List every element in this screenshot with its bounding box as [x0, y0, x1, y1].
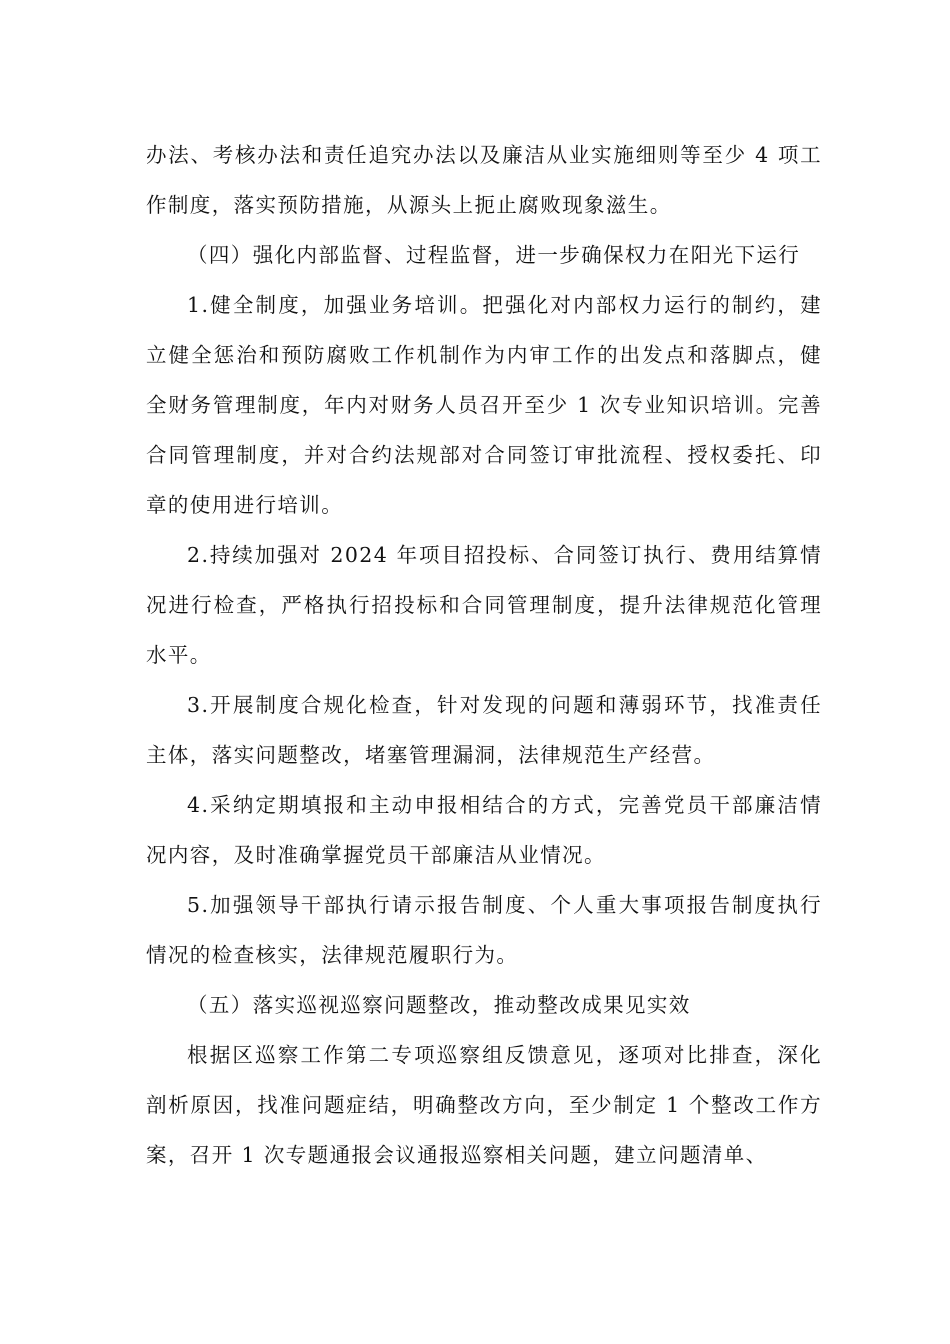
paragraph-inspection-rectification: 根据区巡察工作第二专项巡察组反馈意见，逐项对比排查，深化剖析原因，找准问题症结，明确整改方向，至少制定 1 个整改工作方案，召开 1 次专题通报会议通报巡察相关问题，建立问题清单、 [146, 1043, 822, 1167]
section-heading-five: （五）落实巡视巡察问题整改，推动整改成果见实效 [187, 993, 691, 1017]
paragraph-item-3: 3.开展制度合规化检查，针对发现的问题和薄弱环节，找准责任主体，落实问题整改，堵塞管理漏洞，法律规范生产经营。 [146, 693, 822, 767]
paragraph-item-2: 2.持续加强对 2024 年项目招投标、合同签订执行、费用结算情况进行检查，严格执行招投标和合同管理制度，提升法律规范化管理水平。 [146, 543, 822, 667]
paragraph-item-4: 4.采纳定期填报和主动申报相结合的方式，完善党员干部廉洁情况内容，及时准确掌握党员干部廉洁从业情况。 [146, 793, 822, 867]
document-body [146, 130, 822, 1180]
paragraph-continuation: 办法、考核办法和责任追究办法以及廉洁从业实施细则等至少 4 项工作制度，落实预防措施，从源头上扼止腐败现象滋生。 [146, 143, 822, 217]
section-heading-four: （四）强化内部监督、过程监督，进一步确保权力在阳光下运行 [187, 243, 801, 267]
paragraph-item-5: 5.加强领导干部执行请示报告制度、个人重大事项报告制度执行情况的检查核实，法律规范履职行为。 [146, 893, 822, 967]
paragraph-item-1: 1.健全制度，加强业务培训。把强化对内部权力运行的制约，建立健全惩治和预防腐败工作机制作为内审工作的出发点和落脚点，健全财务管理制度，年内对财务人员召开至少 1 次专业知识培训。完善合同管理制度，并对合约法规部对合同签订审批流程、授权委托、印章的使用进行培训。 [146, 293, 822, 517]
